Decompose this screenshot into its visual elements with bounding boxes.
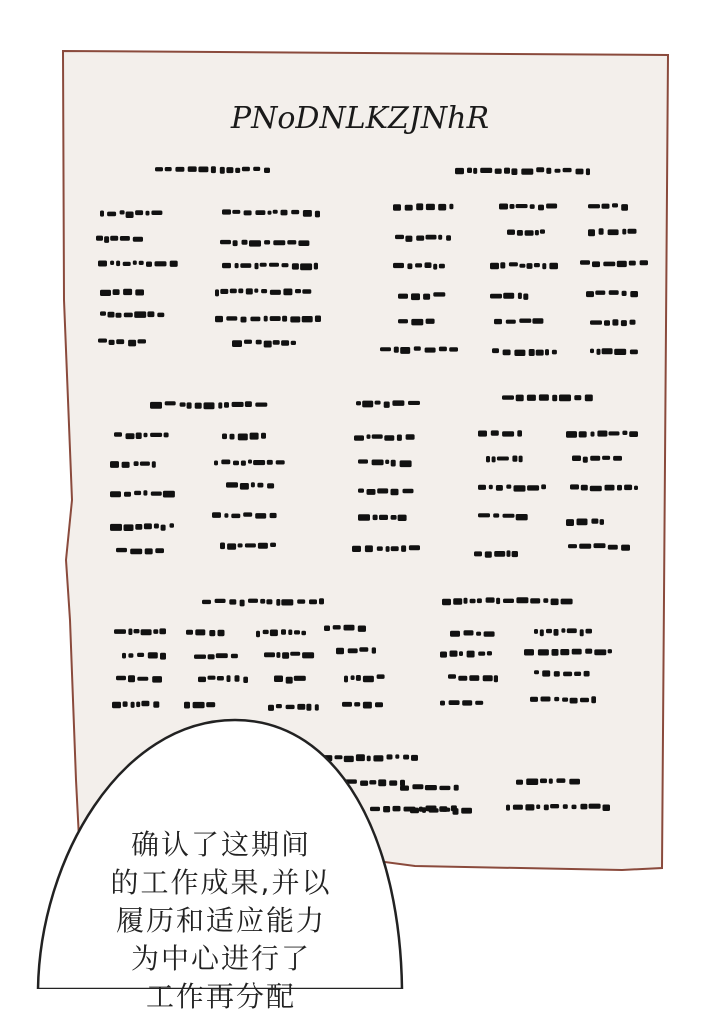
scribble-text [358, 514, 407, 521]
speech-line: 为中心进行了 [130, 942, 311, 975]
speech-bubble-text [92, 826, 350, 1016]
speech-line: 的工作成果,并以 [110, 866, 332, 899]
speech-line: 履历和适应能力 [115, 904, 326, 937]
speech-line: 工作再分配 [145, 980, 296, 1013]
speech-line: 确认了这期间 [130, 828, 311, 861]
document-heading: PNoDNLKZJNhR [230, 101, 490, 136]
